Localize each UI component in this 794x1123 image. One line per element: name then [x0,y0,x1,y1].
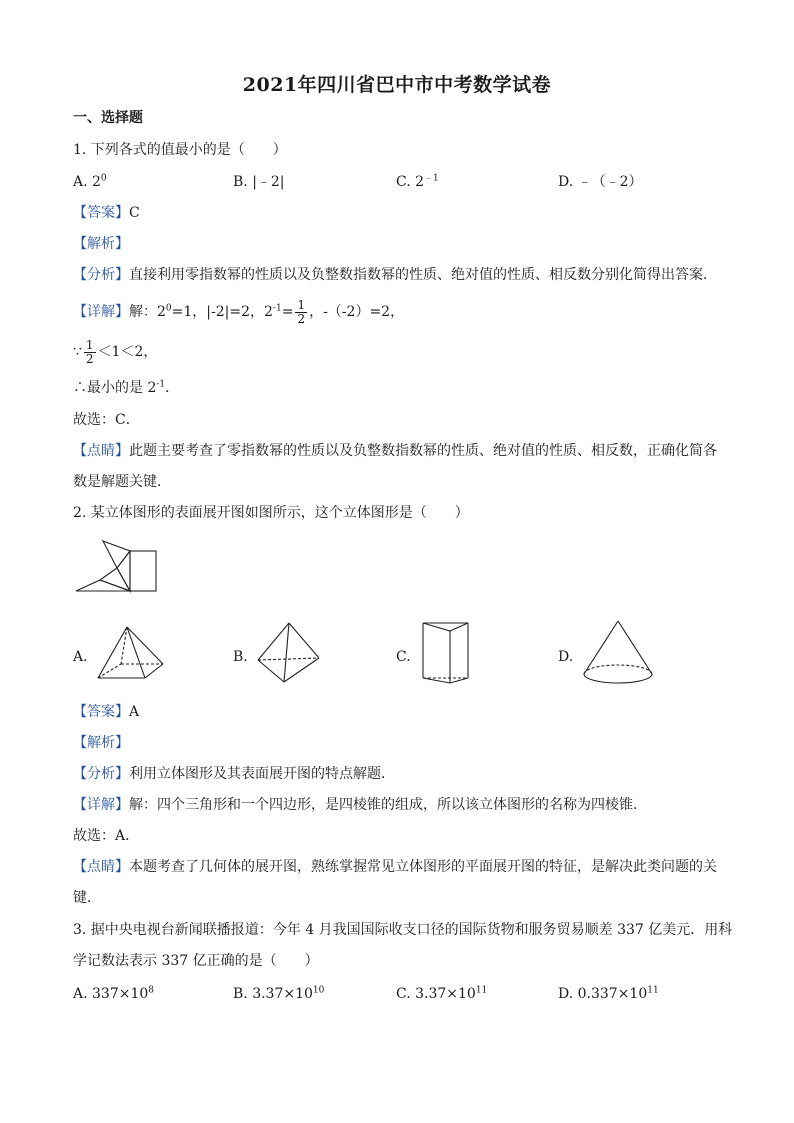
fraction-half [295,299,307,326]
q2-dianjing-cont: 键． [73,890,101,906]
q2-answer-value: A [129,704,140,720]
q3-option-d-text: D. 0.337×10 [558,986,648,1002]
analysis-label: 【解析】 [73,735,129,751]
q1-answer-value: C [129,205,140,221]
fraction-half [84,339,96,366]
q3-option-d[interactable] [558,984,659,1004]
because-symbol: ∵ [73,344,82,360]
q2-option-a[interactable] [73,647,88,667]
q1-xj-t2: =1，|-2|=2，2 [171,304,273,320]
q1-xj-t3: = [281,304,294,320]
q3-stem-line1: 3. 据中央电视台新闻联播报道：今年 4 月我国国际收支口径的国际货物和服务贸易顺差 337 亿美元．用科 [73,922,733,938]
q1-therefore-text: ∴最小的是 2 [73,380,157,396]
q1-xj-t1-exp: 0 [165,303,172,314]
q1-dianjing [73,441,717,461]
q2-option-a-label: A. [73,649,88,665]
q1-dianjing-cont: 数是解题关键． [73,474,171,490]
q3-option-a-text: A. 337×10 [73,986,149,1002]
q1-therefore [73,378,179,398]
answer-label: 【答案】 [73,205,129,221]
xiangjie-label: 【详解】 [73,797,129,813]
q3-option-a-exp: 8 [148,985,155,996]
q1-therefore-end: ． [165,380,180,396]
q2-option-b[interactable] [233,647,248,667]
q1-option-c[interactable] [396,172,439,192]
q2-fenxi-text: 利用立体图形及其表面展开图的特点解题． [129,766,395,782]
q2-analysis-heading [73,733,129,753]
q1-analysis-heading [73,234,129,254]
q1-option-c-text: C. 2 [396,174,425,190]
q1-option-a[interactable] [73,172,107,192]
q3-option-b-exp: 10 [312,985,325,996]
q3-option-c-text: C. 3.37×10 [396,986,476,1002]
q2-option-b-label: B. [233,649,248,665]
q2-option-d-label: D. [558,649,574,665]
q1-because-text: ＜1＜2， [97,344,158,360]
q3-stem-line2: 学记数法表示 337 亿正确的是（ ） [73,953,319,969]
q2-dianjing-text: 本题考查了几何体的展开图，熟练掌握常见立体图形的平面展开图的特征，是解决此类问题的关 [129,859,717,875]
fraction-denominator: 2 [85,351,94,366]
analysis-label: 【解析】 [73,236,129,252]
q3-option-a[interactable] [73,984,154,1004]
q2-net-figure [74,538,160,604]
q2-option-d-figure[interactable] [582,618,654,690]
q3-option-c[interactable] [396,984,487,1004]
q2-option-c[interactable] [396,647,411,667]
q2-fenxi [73,764,395,784]
q1-because [73,336,157,368]
triangular-pyramid-icon [256,620,322,686]
q2-answer [73,702,139,722]
q1-answer [73,203,140,223]
q2-option-d[interactable] [558,647,573,667]
q1-xiangjie [73,296,404,328]
q3-option-b-text: B. 3.37×10 [233,986,313,1002]
q2-stem: 2. 某立体图形的表面展开图如图所示，这个立体图形是（ ） [73,505,469,521]
xiangjie-label: 【详解】 [73,304,129,320]
fraction-numerator: 1 [85,337,94,352]
dianjing-label: 【点睛】 [73,443,129,459]
q1-stem: 1. 下列各式的值最小的是（ ） [73,142,287,158]
q3-option-c-exp: 11 [475,985,488,996]
net-triangle-top [103,541,130,568]
q2-dianjing [73,857,717,877]
net-square [130,551,156,591]
net-triangle-left [100,568,130,591]
fenxi-label: 【分析】 [73,766,129,782]
q2-xiangjie [73,795,647,815]
square-pyramid-icon [95,624,167,682]
q1-xj-t2-exp: -1 [272,303,282,314]
q1-option-c-exp: ﹣1 [424,173,439,184]
q1-option-a-text: A. 2 [73,174,101,190]
q1-therefore-exp: -1 [156,379,166,390]
q2-choose: 故选：A． [73,828,140,844]
q1-option-b[interactable]: B. |﹣2| [233,174,285,190]
section-heading: 一、选择题 [73,110,143,126]
page-title: 2021年四川省巴中市中考数学试卷 [242,74,552,96]
q3-option-d-exp: 11 [647,985,659,996]
q3-option-b[interactable] [233,984,324,1004]
triangular-prism-icon [420,620,472,686]
q1-fenxi [73,265,717,285]
fraction-numerator: 1 [297,297,306,312]
fenxi-label: 【分析】 [73,267,129,283]
fraction-denominator: 2 [297,311,306,326]
q1-xj-t1: 解：2 [129,304,166,320]
q2-option-c-label: C. [396,649,411,665]
pyramid-net-diagram [74,538,160,604]
q1-option-a-exp: 0 [100,173,107,184]
answer-label: 【答案】 [73,704,129,720]
dianjing-label: 【点睛】 [73,859,129,875]
q2-xiangjie-text: 解：四个三角形和一个四边形，是四棱锥的组成，所以该立体图形的名称为四棱锥． [129,797,647,813]
q1-fenxi-text: 直接利用零指数幂的性质以及负整数指数幂的性质、绝对值的性质、相反数分别化简得出答案． [129,267,717,283]
q2-option-c-figure[interactable] [420,620,472,686]
cone-icon [582,618,654,690]
q1-choose: 故选：C． [73,412,140,428]
net-triangle-mid [117,551,130,591]
q1-xj-t4: ，-（-2）=2， [309,304,405,320]
q2-option-a-figure[interactable] [95,624,167,682]
q2-option-b-figure[interactable] [256,620,322,686]
net-triangle-bottom [76,580,130,591]
q1-dianjing-text: 此题主要考查了零指数幂的性质以及负整数指数幂的性质、绝对值的性质、相反数，正确化简各 [129,443,717,459]
q1-option-d[interactable]: D. ﹣（﹣2） [558,174,643,190]
